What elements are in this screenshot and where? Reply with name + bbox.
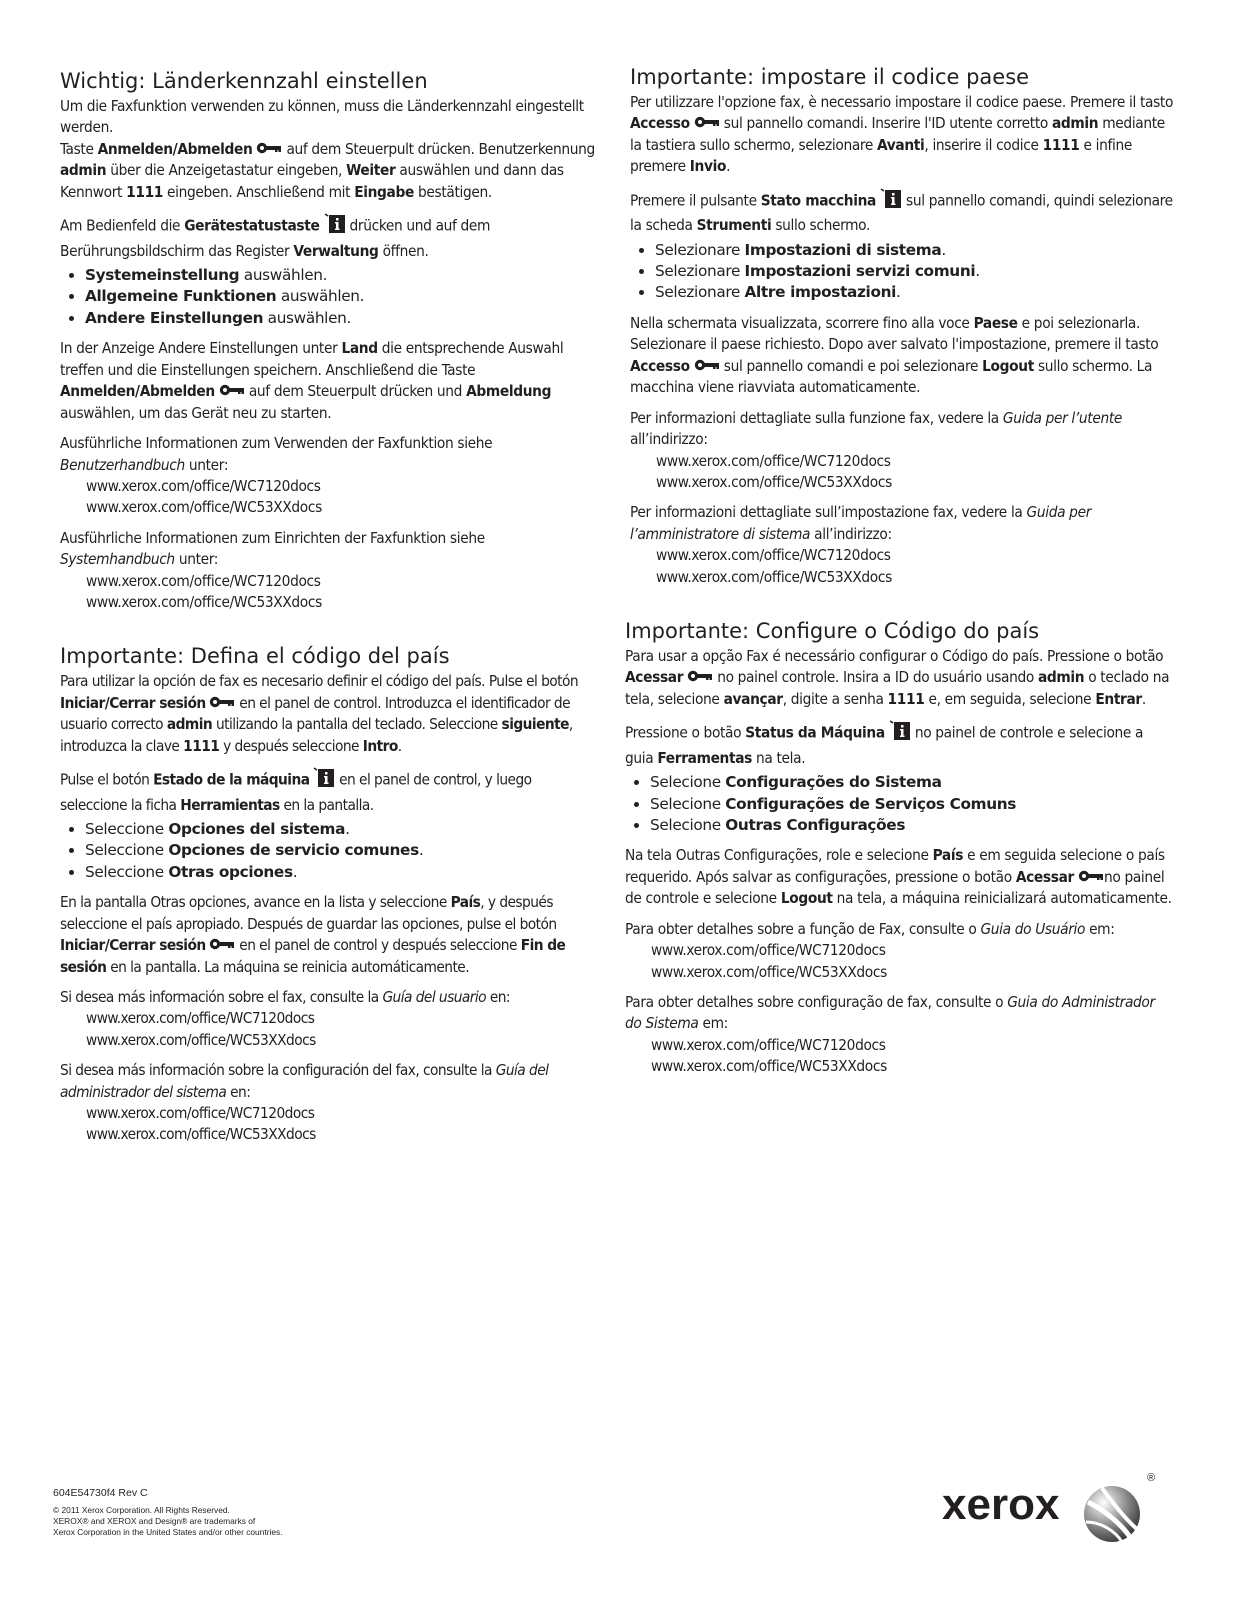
bullet-list <box>625 772 1175 836</box>
info-icon <box>324 212 346 240</box>
link[interactable]: www.xerox.com/office/WC53XXdocs <box>86 1125 316 1144</box>
key-icon <box>687 667 713 688</box>
document-code: 604E54730f4 Rev C <box>53 1487 148 1499</box>
link[interactable]: www.xerox.com/office/WC53XXdocs <box>651 1057 887 1076</box>
section-german <box>60 68 595 613</box>
paragraph: Premere il pulsante Stato macchina sul pannello comandi, quindi selezionare la scheda Strumenti sullo schermo. <box>630 187 1175 237</box>
trademark-line: Xerox Corporation in the United States and/or other countries. <box>53 1527 283 1537</box>
paragraph: Ausführliche Informationen zum Verwenden der Faxfunktion siehe Benutzerhandbuch unter: www.xerox.com/office/WC7120docs www.xerox.com/office/WC53XXdocs <box>60 433 595 519</box>
paragraph: Um die Faxfunktion verwenden zu können, muss die Länderkennzahl eingestellt werden. <box>60 97 584 137</box>
paragraph: Si desea más información sobre la configuración del fax, consulte la Guía del administrador del sistema en: www.xerox.com/office/WC7120docs www.xerox.com/office/WC53XXdocs <box>60 1060 595 1146</box>
section-portuguese <box>625 618 1175 1078</box>
key-icon <box>694 113 720 134</box>
list-item: • Andere Einstellungen auswählen. <box>85 308 595 329</box>
paragraph: In der Anzeige Andere Einstellungen unter Land die entsprechende Auswahl treffen und die Einstellungen speichern. Anschließend die Taste Anmelden/Abmelden auf dem Steuerpult drücken und Abmeldung auswählen, um das Gerät neu zu starten. <box>60 339 564 422</box>
link[interactable]: www.xerox.com/office/WC53XXdocs <box>86 1030 316 1049</box>
bullet-list <box>60 819 595 883</box>
info-icon <box>313 766 335 794</box>
logo-wordmark: xerox <box>942 1480 1060 1529</box>
bullet-list <box>60 265 595 329</box>
left-column <box>60 68 595 1168</box>
paragraph: Taste Anmelden/Abmelden auf dem Steuerpult drücken. Benutzerkennung admin über die Anzeigetastatur eingeben, Weiter auswählen und dann das Kennwort 1111 eingeben. Anschließend mit Eingabe bestätigen. <box>60 140 595 201</box>
paragraph: Na tela Outras Configurações, role e selecione País e em seguida selecione o país requerido. Após salvar as configurações, pressione o botão Acessar no painel de controle e selecione Logout na tela, a máquina reinicializará automaticamente. <box>625 846 1172 908</box>
list-item: • Selezionare Impostazioni di sistema. <box>655 240 1175 261</box>
paragraph: Nella schermata visualizzata, scorrere fino alla voce Paese e poi selezionarla. Selezionare il paese richiesto. Dopo aver salvato l'impostazione, premere il tasto Accesso sul pannello comandi e poi selezionare Logout sullo schermo. La macchina viene riavviata automaticamente. <box>630 313 1159 397</box>
copyright: © 2011 Xerox Corporation. All Rights Reserved. <box>53 1505 230 1515</box>
info-icon <box>889 719 911 747</box>
paragraph: Ausführliche Informationen zum Einrichten der Faxfunktion siehe Systemhandbuch unter: www.xerox.com/office/WC7120docs www.xerox.com/office/WC53XXdocs <box>60 528 595 614</box>
xerox-sphere-icon <box>1082 1472 1148 1552</box>
list-item: • Selecione Outras Configurações <box>650 815 1175 836</box>
key-icon <box>256 139 282 160</box>
link[interactable]: www.xerox.com/office/WC53XXdocs <box>656 567 892 586</box>
paragraph: Pressione o botão Status da Máquina no painel de controle e selecione a guia Ferramentas na tela. <box>625 719 1175 769</box>
list-item: • Selecione Configurações de Serviços Comuns <box>650 794 1175 815</box>
link[interactable]: www.xerox.com/office/WC7120docs <box>651 1035 886 1054</box>
link[interactable]: www.xerox.com/office/WC7120docs <box>86 476 321 495</box>
info-icon <box>880 187 902 215</box>
link[interactable]: www.xerox.com/office/WC7120docs <box>651 941 886 960</box>
paragraph: Para usar a opção Fax é necessário configurar o Código do país. Pressione o botão Acessar no painel controle. Insira a ID do usuário usando admin o teclado na tela, selecione avançar, digite a senha 1111 e, em seguida, selecione Entrar. <box>625 646 1170 708</box>
footer <box>53 1486 283 1538</box>
trademark-line: XEROX® and XEROX and Design® are trademarks of <box>53 1516 256 1526</box>
paragraph: Si desea más información sobre el fax, consulte la Guía del usuario en: www.xerox.com/office/WC7120docs www.xerox.com/office/WC53XXdocs <box>60 987 595 1051</box>
key-icon <box>1078 867 1104 888</box>
paragraph: Para utilizar la opción de fax es necesario definir el código del país. Pulse el botón Iniciar/Cerrar sesión en el panel de control. Introduzca el identificador de usuario correcto admin utilizando la pantalla del teclado. Seleccione siguiente, introduzca la clave 1111 y después seleccione Intro. <box>60 672 579 755</box>
link[interactable]: www.xerox.com/office/WC53XXdocs <box>656 472 892 491</box>
link[interactable]: www.xerox.com/office/WC53XXdocs <box>86 592 322 611</box>
list-item: • Allgemeine Funktionen auswählen. <box>85 286 595 307</box>
xerox-logo <box>942 1472 1164 1552</box>
section-title-portuguese: Importante: Configure o Código do país <box>625 618 1040 643</box>
key-icon <box>209 693 235 714</box>
link[interactable]: www.xerox.com/office/WC53XXdocs <box>86 498 322 517</box>
list-item: • Selecione Configurações do Sistema <box>650 772 1175 793</box>
key-icon <box>209 935 235 956</box>
list-item: • Systemeinstellung auswählen. <box>85 265 595 286</box>
link[interactable]: www.xerox.com/office/WC53XXdocs <box>651 962 887 981</box>
section-title-spanish: Importante: Defina el código del país <box>60 644 450 669</box>
link[interactable]: www.xerox.com/office/WC7120docs <box>86 1009 315 1028</box>
paragraph: Per informazioni dettagliate sulla funzione fax, vedere la Guida per l’utente all’indirizzo: www.xerox.com/office/WC7120docs www.xerox.com/office/WC53XXdocs <box>630 408 1175 494</box>
link[interactable]: www.xerox.com/office/WC7120docs <box>656 546 891 565</box>
list-item: • Selezionare Altre impostazioni. <box>655 282 1175 303</box>
list-item: • Selezionare Impostazioni servizi comuni. <box>655 261 1175 282</box>
link[interactable]: www.xerox.com/office/WC7120docs <box>86 571 321 590</box>
paragraph: Per utilizzare l'opzione fax, è necessario impostare il codice paese. Premere il tasto Accesso sul pannello comandi. Inserire l'ID utente corretto admin mediante la tastiera sullo schermo, selezionare Avanti, inserire il codice 1111 e infine premere Invio. <box>630 93 1174 176</box>
key-icon <box>219 381 245 402</box>
paragraph: En la pantalla Otras opciones, avance en la lista y seleccione País, y después seleccione el país apropiado. Después de guardar las opciones, pulse el botón Iniciar/Cerrar sesión en el panel de control y después seleccione Fin de sesión en la pantalla. La máquina se reinicia automáticamente. <box>60 893 566 976</box>
section-title-italian: Importante: impostare il codice paese <box>630 65 1030 89</box>
section-italian <box>630 64 1175 588</box>
paragraph: Para obter detalhes sobre a função de Fax, consulte o Guia do Usuário em: www.xerox.com/office/WC7120docs www.xerox.com/office/WC53XXdocs <box>625 919 1175 983</box>
paragraph: Am Bedienfeld die Gerätestatustaste drücken und auf dem Berührungsbildschirm das Register Verwaltung öffnen. <box>60 212 595 262</box>
key-icon <box>694 356 720 377</box>
paragraph: Pulse el botón Estado de la máquina en el panel de control, y luego seleccione la ficha Herramientas en la pantalla. <box>60 766 595 816</box>
section-spanish <box>60 643 595 1146</box>
paragraph: Para obter detalhes sobre configuração de fax, consulte o Guia do Administrador do Sistema em: www.xerox.com/office/WC7120docs www.xerox.com/office/WC53XXdocs <box>625 992 1175 1078</box>
link[interactable]: www.xerox.com/office/WC7120docs <box>656 451 891 470</box>
link[interactable]: www.xerox.com/office/WC7120docs <box>86 1104 315 1123</box>
bullet-list <box>630 240 1175 304</box>
list-item: • Seleccione Opciones de servicio comunes. <box>85 840 595 861</box>
list-item: • Seleccione Opciones del sistema. <box>85 819 595 840</box>
right-column <box>625 64 1175 1100</box>
paragraph: Per informazioni dettagliate sull’impostazione fax, vedere la Guida per l’amministratore di sistema all’indirizzo: www.xerox.com/office/WC7120docs www.xerox.com/office/WC53XXdocs <box>630 502 1175 588</box>
registered-mark: ® <box>1147 1472 1156 1484</box>
list-item: • Seleccione Otras opciones. <box>85 862 595 883</box>
section-title-german: Wichtig: Länderkennzahl einstellen <box>60 69 428 93</box>
